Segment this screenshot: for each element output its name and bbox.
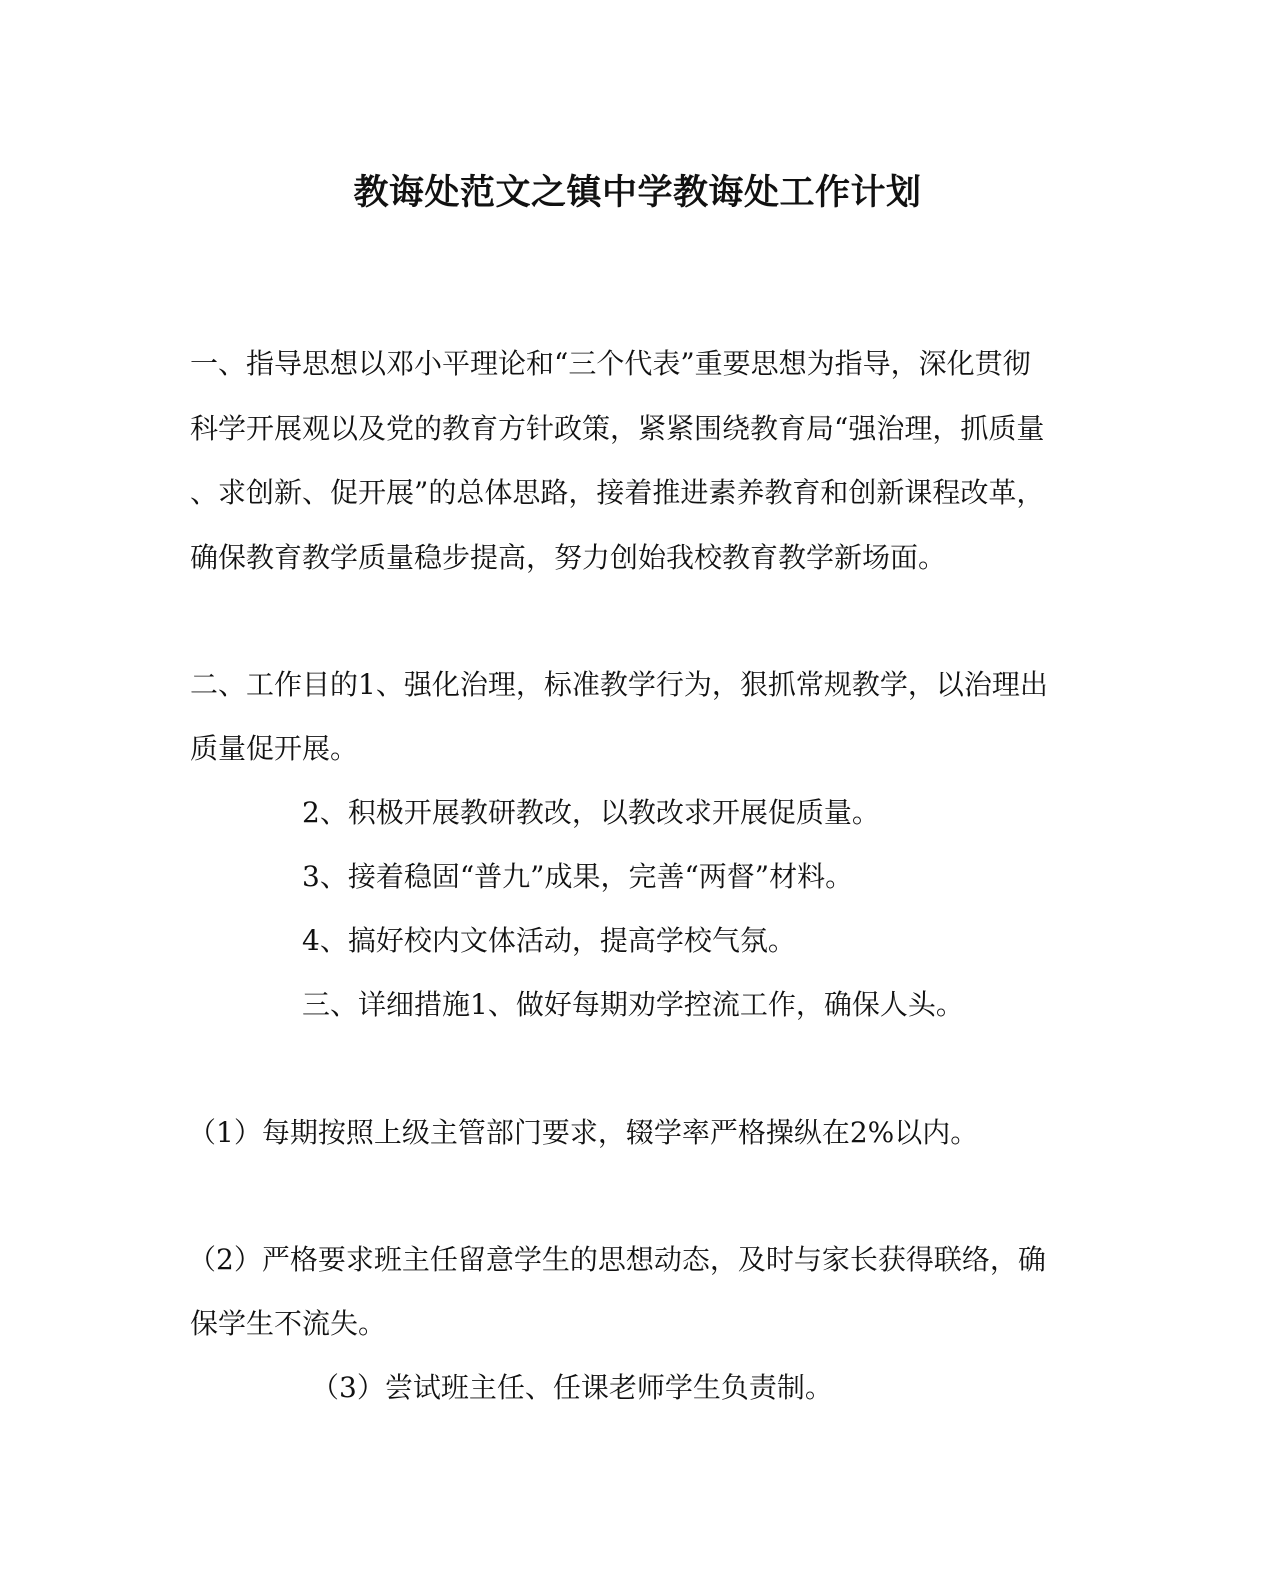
- paragraph-line: 二、工作目的1、强化治理，标准教学行为，狠抓常规教学，以治理出: [190, 668, 1048, 701]
- list-item: （1）每期按照上级主管部门要求，辍学率严格操纵在2%以内。: [188, 1116, 979, 1149]
- list-item: （2）严格要求班主任留意学生的思想动态，及时与家长获得联络，确: [188, 1243, 1046, 1276]
- page-title: 教诲处范文之镇中学教诲处工作计划: [353, 172, 922, 213]
- list-item: 2、积极开展教研教改，以教改求开展促质量。: [302, 796, 880, 829]
- list-item: 4、搞好校内文体活动，提高学校气氛。: [302, 924, 796, 957]
- paragraph-line: 一、指导思想以邓小平理论和“三个代表”重要思想为指导，深化贯彻: [190, 347, 1031, 380]
- paragraph-line: 确保教育教学质量稳步提高，努力创始我校教育教学新场面。: [190, 541, 947, 574]
- paragraph-line: 保学生不流失。: [190, 1307, 387, 1340]
- section-heading-line: 三、详细措施1、做好每期劝学控流工作，确保人头。: [302, 988, 964, 1021]
- list-item: （3）尝试班主任、任课老师学生负责制。: [311, 1371, 833, 1404]
- paragraph-line: 质量促开展。: [190, 732, 359, 765]
- paragraph-line: 科学开展观以及党的教育方针政策，紧紧围绕教育局“强治理，抓质量: [190, 412, 1045, 445]
- list-item: 3、接着稳固“普九”成果，完善“两督”材料。: [302, 860, 854, 893]
- paragraph-line: 、求创新、促开展”的总体思路，接着推进素养教育和创新课程改革，: [190, 476, 1045, 509]
